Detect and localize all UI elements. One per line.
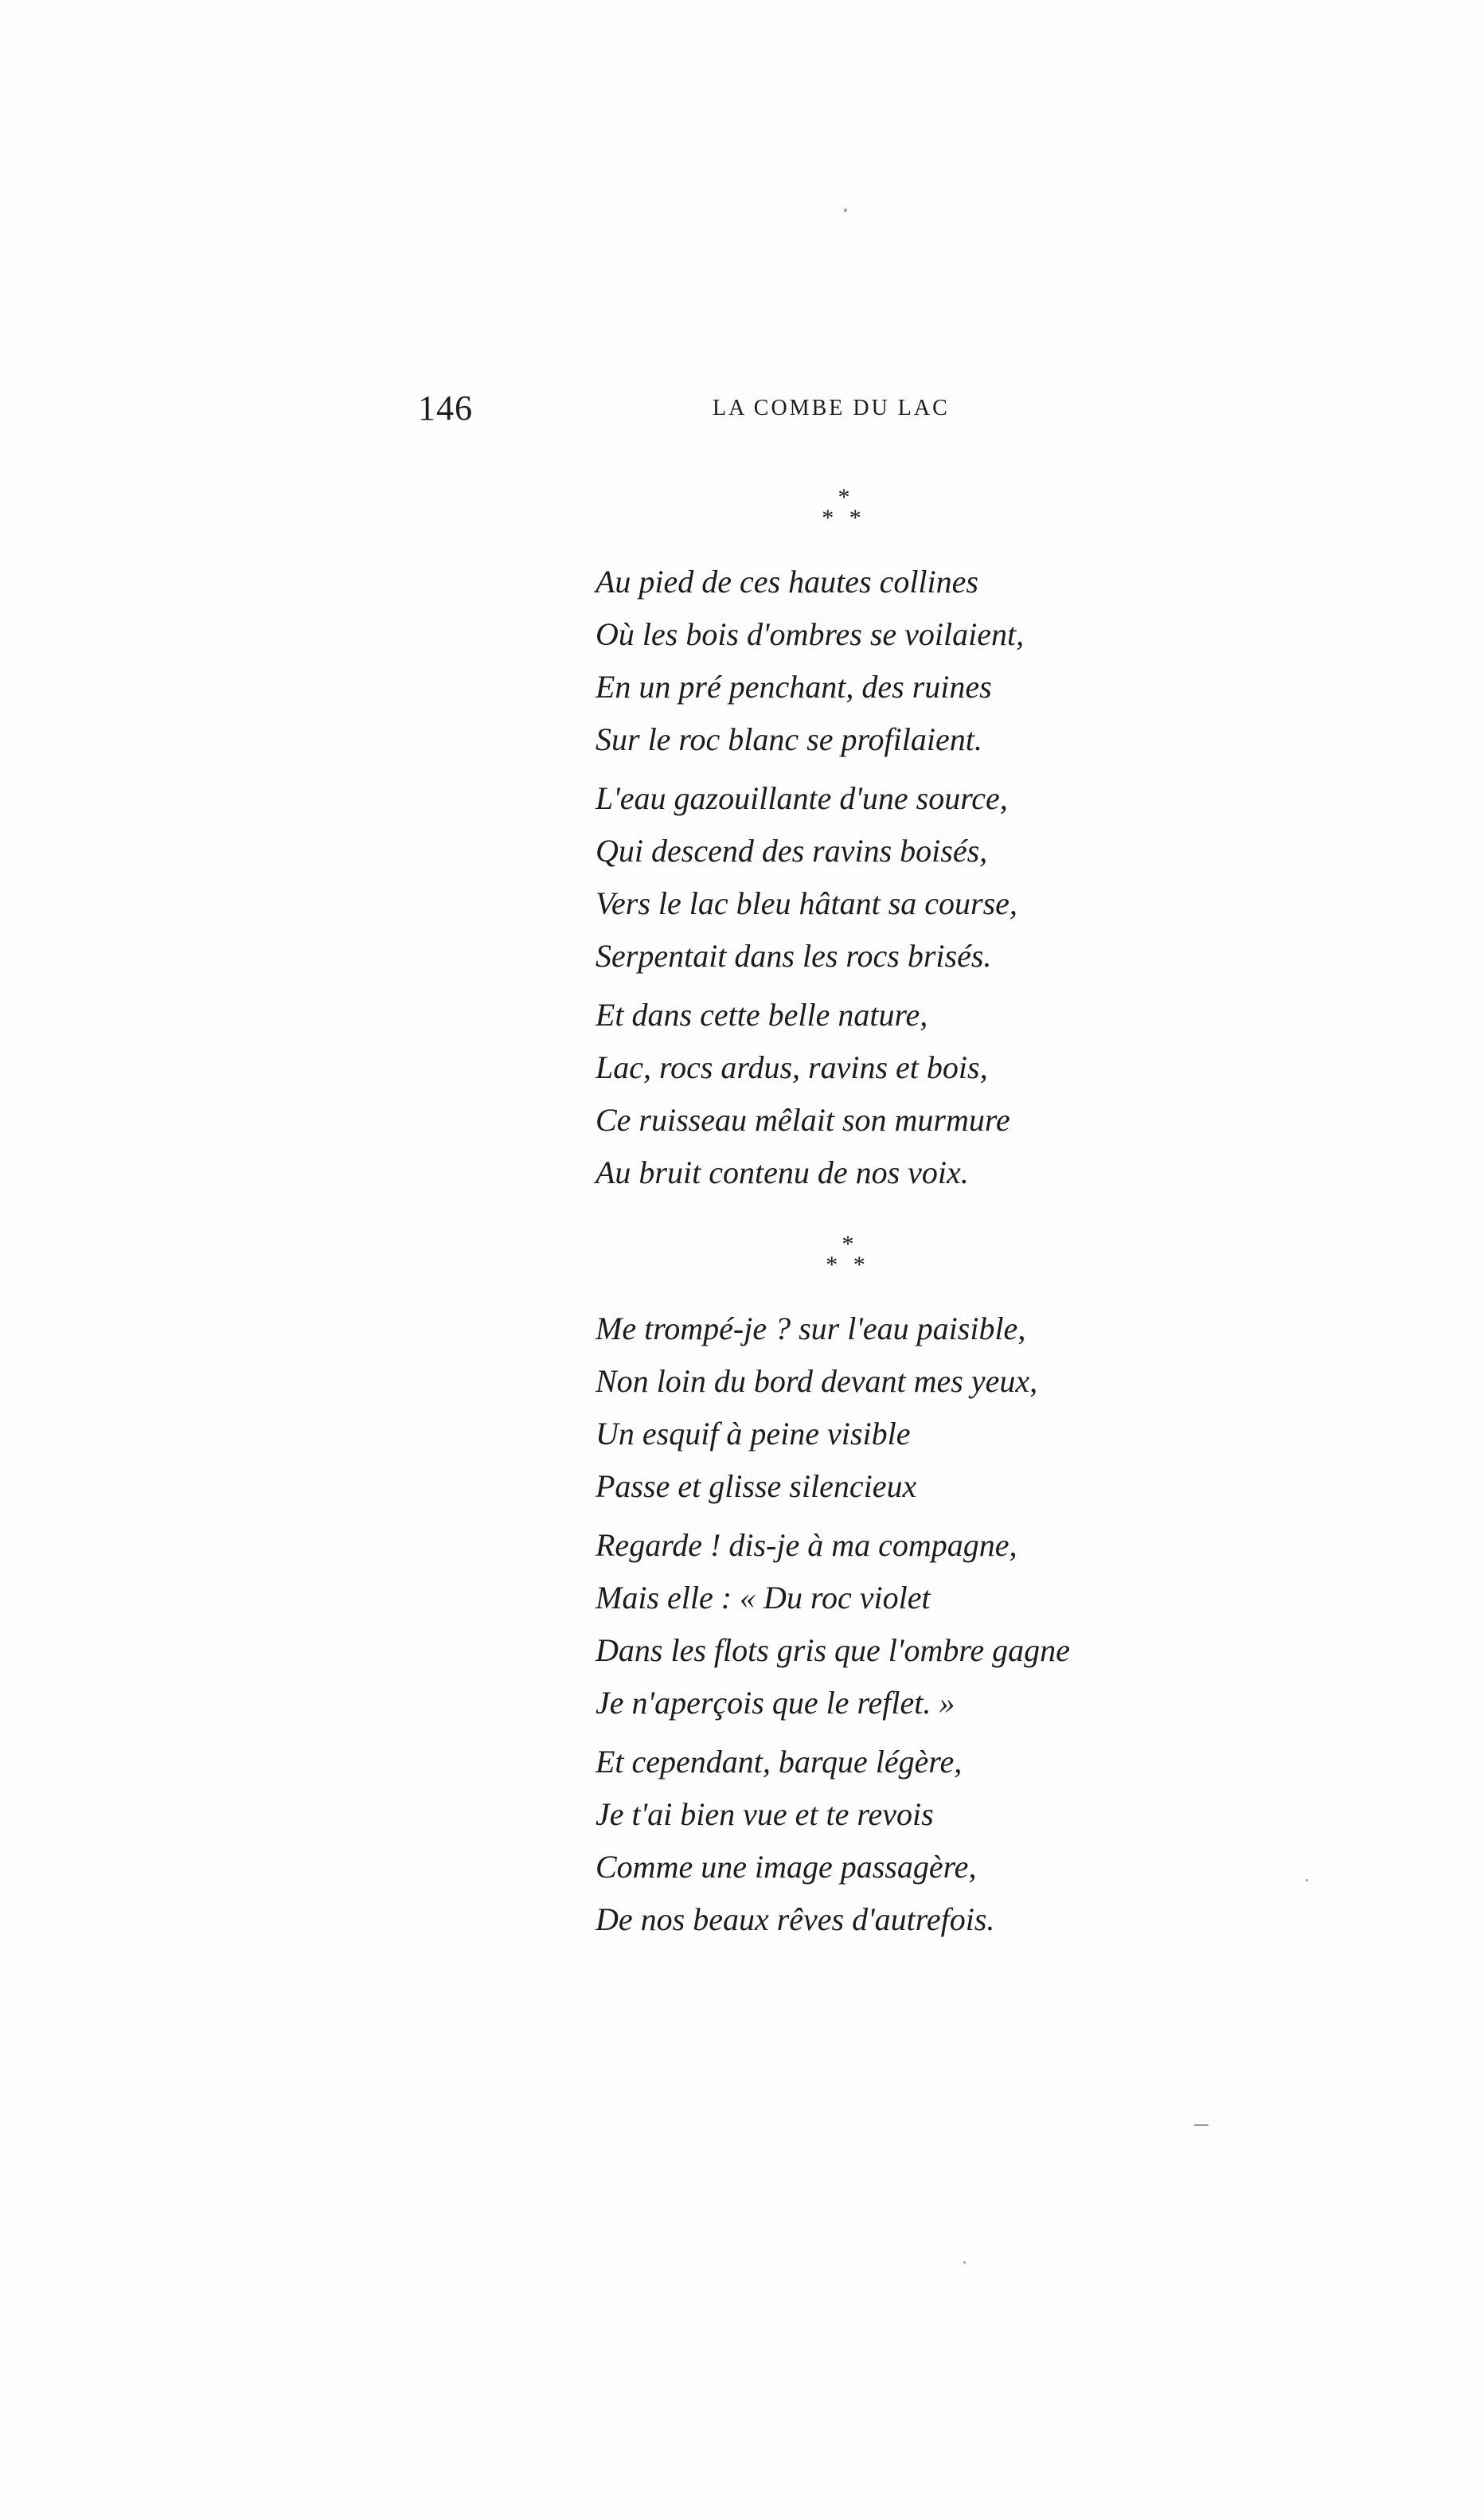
verse-line: Je t'ai bien vue et te revois [596,1796,934,1832]
verse-line: Je n'aperçois que le reflet. » [596,1685,955,1721]
verse-line: Qui descend des ravins boisés, [596,833,988,869]
verse-line: Au pied de ces hautes collines [596,564,978,600]
asterism-top: * [842,1231,854,1257]
verse-line: Sur le roc blanc se profilaient. [596,721,982,757]
running-title: LA COMBE DU LAC [713,396,950,420]
stanza [596,1519,1070,1729]
verse-line: Comme une image passagère, [596,1849,977,1885]
section-asterism [796,484,892,531]
verse-line: Ce ruisseau mêlait son murmure [596,1102,1010,1138]
verse-line: Où les bois d'ombres se voilaient, [596,616,1025,652]
verse-line: Non loin du bord devant mes yeux, [596,1363,1038,1399]
verse-line: Serpentait dans les rocs brisés. [596,938,992,974]
verse-line: De nos beaux rêves d'autrefois. [596,1901,995,1937]
verse-line: Au bruit contenu de nos voix. [596,1155,969,1190]
verse-line: Lac, rocs ardus, ravins et bois, [596,1049,988,1085]
verse-line: Mais elle : « Du roc violet [596,1580,931,1616]
verse-line: Me trompé-je ? sur l'eau paisible, [596,1311,1026,1346]
paper-speck [844,209,847,212]
section-asterism [800,1231,896,1278]
verse-line: En un pré penchant, des ruines [596,669,992,705]
verse-line: L'eau gazouillante d'une source, [596,780,1008,816]
asterism-bottom: * * [826,1252,870,1278]
verse-line: Et cependant, barque légère, [596,1744,963,1780]
stanza [596,1736,994,1946]
verse-line: Un esquif à peine visible [596,1416,911,1451]
paper-speck [963,2261,966,2264]
verse-line: Vers le lac bleu hâtant sa course, [596,885,1017,921]
paper-speck [1194,2124,1209,2126]
verse-line: Regarde ! dis-je à ma compagne, [596,1527,1017,1563]
verse-line: Dans les flots gris que l'ombre gagne [596,1632,1070,1668]
asterism-bottom: * * [822,505,866,531]
stanza [596,1303,1037,1513]
asterism-top: * [838,484,850,510]
paper-speck [1306,1879,1308,1881]
verse-line: Et dans cette belle nature, [596,997,928,1033]
stanza [596,989,1010,1199]
verse-line: Passe et glisse silencieux [596,1468,917,1504]
page-number: 146 [418,389,473,428]
stanza [596,772,1017,983]
stanza [596,556,1024,766]
